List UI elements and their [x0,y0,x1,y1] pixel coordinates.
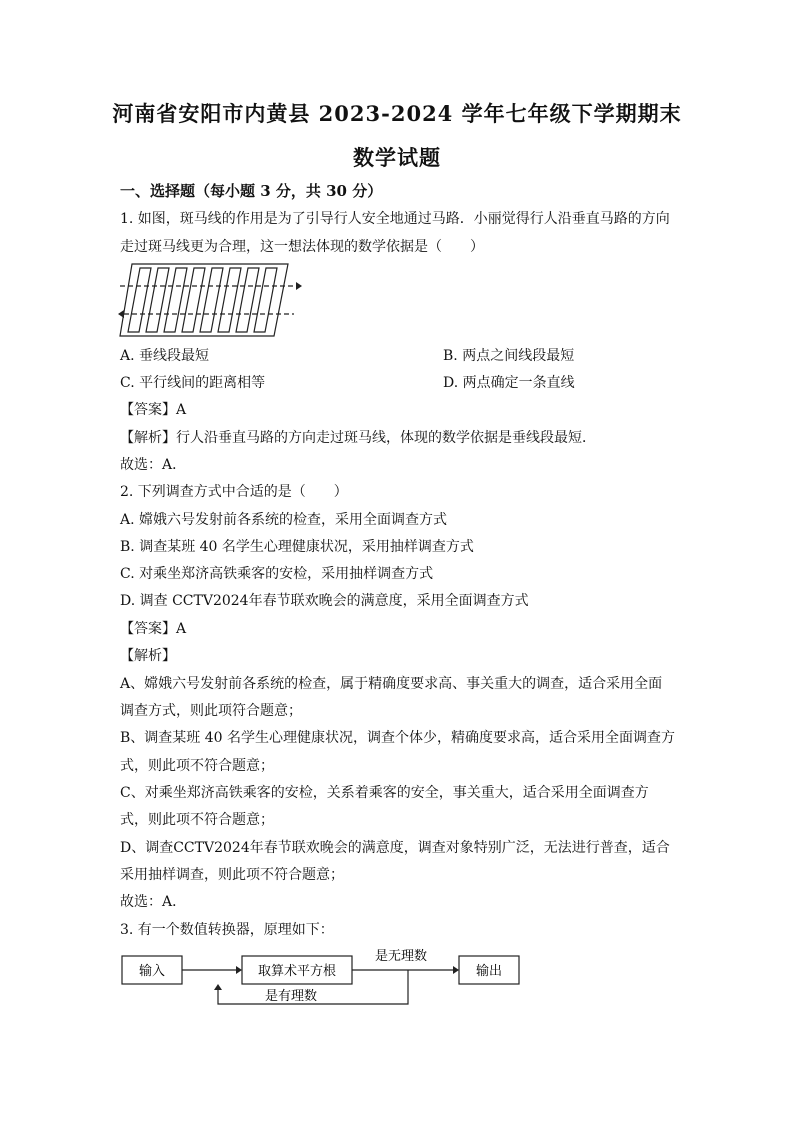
q2-conclusion: 故选：A． [120,894,187,910]
q1-answer: 【答案】A [120,402,187,418]
input-label: 输入 [138,964,166,979]
q2-analysis-c-line2: 式，则此项不符合题意； [120,812,274,828]
q1-option-d: D. 两点确定一条直线 [443,375,575,391]
arrow-right-icon [453,966,459,974]
q1-conclusion: 故选：A． [120,457,187,473]
q1-stem-line1: 1. 如图，斑马线的作用是为了引导行人安全地通过马路．小丽觉得行人沿垂直马路的方向 [120,211,670,227]
process-label: 取算术平方根 [257,964,337,979]
q1-option-c: C. 平行线间的距离相等 [120,375,266,391]
q2-analysis-b-line2: 式，则此项不符合题意； [120,758,274,774]
q2-analysis-b-line1: B、调查某班 40 名学生心理健康状况，调查个体少，精确度要求高，适合采用全面调查方 [120,730,676,746]
irrational-branch-label: 是无理数 [374,949,428,964]
number-converter-flowchart [118,944,524,1008]
q2-option-a: A. 嫦娥六号发射前各系统的检查，采用全面调查方式 [120,512,448,528]
q2-stem: 2. 下列调查方式中合适的是（ ） [120,484,348,500]
zebra-crossing-figure [118,262,302,340]
rational-branch-label: 是有理数 [264,989,318,1004]
q2-analysis-a-line2: 调查方式，则此项符合题意； [120,703,302,719]
q2-option-c: C. 对乘坐郑济高铁乘客的安检，采用抽样调查方式 [120,566,434,582]
arrow-left-icon [118,310,124,318]
q1-analysis: 【解析】行人沿垂直马路的方向走过斑马线，体现的数学依据是垂线段最短． [120,430,596,446]
q2-analysis-d-line1: D、调查CCTV2024年春节联欢晚会的满意度，调查对象特别广泛，无法进行普查，适合 [120,840,670,856]
q2-analysis-a-line1: A、嫦娥六号发射前各系统的检查，属于精确度要求高、事关重大的调查，适合采用全面 [120,676,663,692]
section-heading: 一、选择题（每小题 3 分，共 30 分） [120,182,383,200]
arrow-up-icon [214,984,222,990]
q2-analysis-d-line2: 采用抽样调查，则此项不符合题意； [120,867,344,883]
q1-option-a: A. 垂线段最短 [120,348,210,364]
exam-title: 河南省安阳市内黄县 2023-2024 学年七年级下学期期末 [112,101,682,126]
q2-analysis-label: 【解析】 [120,648,176,664]
arrow-right-icon [296,282,302,290]
q3-stem: 3. 有一个数值转换器，原理如下： [120,922,334,938]
q2-analysis-c-line1: C、对乘坐郑济高铁乘客的安检，关系着乘客的安全，事关重大，适合采用全面调查方 [120,785,649,801]
q2-option-b: B. 调查某班 40 名学生心理健康状况，采用抽样调查方式 [120,539,474,555]
q1-option-b: B. 两点之间线段最短 [443,348,575,364]
arrow-right-icon [236,966,242,974]
output-label: 输出 [475,964,503,979]
q2-answer: 【答案】A [120,621,187,637]
q2-option-d: D. 调查 CCTV2024年春节联欢晚会的满意度，采用全面调查方式 [120,593,529,609]
exam-subtitle: 数学试题 [353,145,441,170]
q1-stem-line2: 走过斑马线更为合理，这一想法体现的数学依据是（ ） [120,239,484,255]
